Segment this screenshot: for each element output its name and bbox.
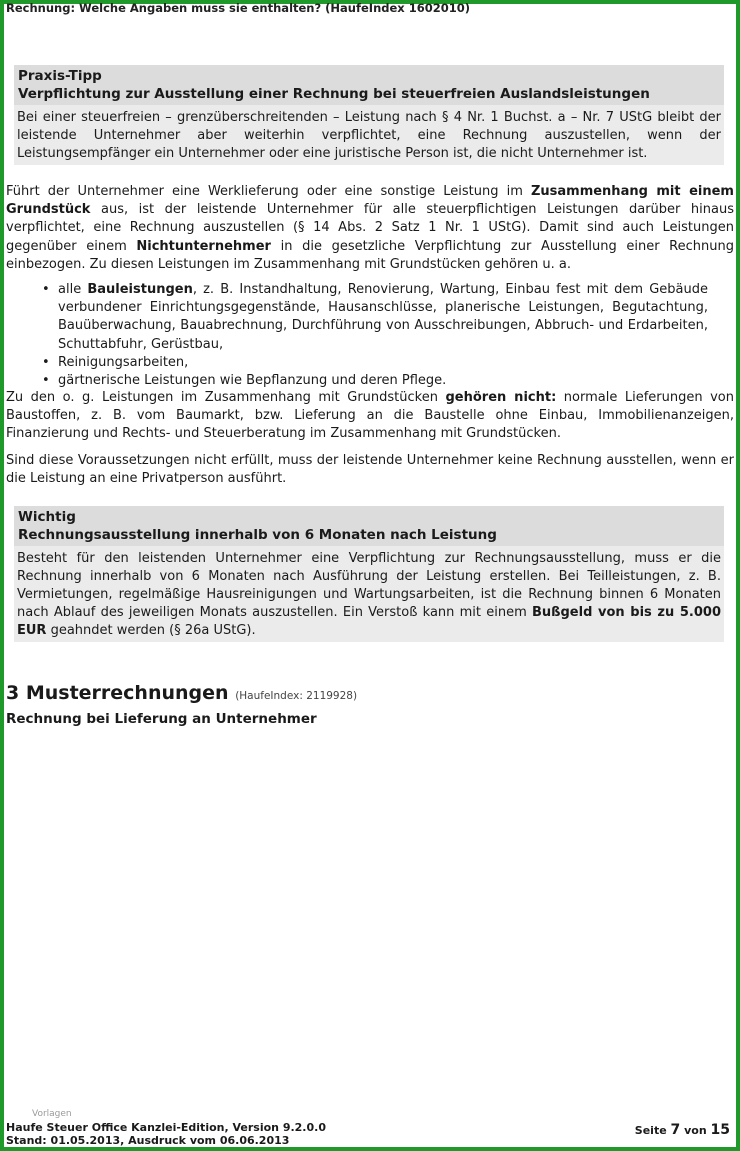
leistungen-list <box>40 281 708 390</box>
section-title: 3 Musterrechnungen <box>6 682 229 704</box>
praxis-tipp-head <box>14 65 724 105</box>
wichtig-text-1: Besteht für den leistenden Unternehmer eine Verpflichtung zur Rechnungsausstellung, muss er die Rechnung innerhalb von 6 Monaten nach Ausführung der Leistung erstellen. Bei Teilleistungen, z. B. Vermietungen, regelmäßige Hausreinigungen und Wartungsarbeiten, ist die Rechnung binnen 6 Monaten nach Ablauf des jeweiligen Monats auszustellen. Ein Verstoß kann mit einem <box>17 551 721 620</box>
para1-text-1: Führt der Unternehmer eine Werklieferung oder eine sonstige Leistung im <box>6 184 531 199</box>
page-total: 15 <box>710 1122 730 1138</box>
running-header: Rechnung: Welche Angaben muss sie enthalten? (HaufeIndex 1602010) <box>6 1 470 15</box>
section-subtitle: Rechnung bei Lieferung an Unternehmer <box>6 711 317 727</box>
praxis-tipp-box <box>14 65 724 165</box>
wichtig-text-2: geahndet werden (§ 26a UStG). <box>46 623 256 638</box>
section-ref: (HaufeIndex: 2119928) <box>235 690 358 702</box>
wichtig-text <box>14 546 724 642</box>
para1-text-2: aus, ist der leistende Unternehmer für alle steuerpflichtigen Leistungen darüber hinaus verpflichtet, eine Rechnung auszustellen (§ 14 Abs. 2 Satz 1 Nr. 1 UStG). Damit sind auch Leistungen gegenüber einem <box>6 202 734 254</box>
para2-text-2: normale Lieferungen von Baustoffen, z. B. vom Baumarkt, bzw. Lieferung an die Baustelle ohne Einbau, Immobilienanzeigen, Finanzierung und Rechts- und Steuerberatung im Zusammenhang mit Grundstücken. <box>6 390 735 442</box>
para1-bold-2: Nichtunternehmer <box>136 238 271 254</box>
bullet-2-text: Reinigungsarbeiten, <box>58 354 189 370</box>
para1-text-3: in die gesetzliche Verpflichtung zur Ausstellung einer Rechnung einbezogen. Zu diesen Leistungen im Zusammenhang mit Grundstücken gehören u. a. <box>6 238 734 272</box>
wichtig-bold: Bußgeld von bis zu 5.000 EUR <box>17 605 721 638</box>
list-item <box>40 281 708 354</box>
bullet-1-pre: alle <box>58 282 88 297</box>
para2-text-1: Zu den o. g. Leistungen im Zusammenhang mit Grundstücken <box>6 390 446 405</box>
page-current: 7 <box>670 1122 681 1138</box>
bullet-1-bold: Bauleistungen <box>87 282 193 297</box>
list-item <box>40 354 708 372</box>
bullet-icon: • <box>42 354 50 370</box>
wichtig-head <box>14 506 724 546</box>
paragraph-grundstueck <box>6 183 734 274</box>
paragraph-privatperson: Sind diese Voraussetzungen nicht erfüllt, muss der leistende Unternehmer keine Rechnung ausstellen, wenn er die Leistung an eine Privatperson ausführt. <box>6 453 734 487</box>
paragraph-gehoeren-nicht <box>6 389 734 444</box>
bullet-3-text: gärtnerische Leistungen wie Bepflanzung und deren Pflege. <box>58 373 447 389</box>
list-item <box>40 372 708 390</box>
footer-line-1: Haufe Steuer Office Kanzlei-Edition, Version 9.2.0.0 <box>6 1121 326 1134</box>
wichtig-label: Wichtig <box>18 509 76 525</box>
bullet-icon: • <box>42 373 50 389</box>
wichtig-title: Rechnungsausstellung innerhalb von 6 Monaten nach Leistung <box>18 527 497 543</box>
praxis-tipp-text: Bei einer steuerfreien – grenzüberschreitenden – Leistung nach § 4 Nr. 1 Buchst. a – Nr. 7 UStG bleibt der leistende Unternehmer aber weiterhin verpflichtet, eine Rechnung auszustellen, wenn der Leistungsempfänger ein Unternehmer oder eine juristische Person ist, die nicht Unternehmer ist. <box>17 110 721 161</box>
footer-info <box>6 1121 326 1147</box>
para2-bold-1: gehören nicht: <box>445 390 557 405</box>
wichtig-box <box>14 506 724 642</box>
watermark: Vorlagen <box>32 1109 72 1119</box>
page-number <box>635 1122 730 1138</box>
page-seite-label: Seite <box>634 1124 667 1137</box>
praxis-tipp-label: Praxis-Tipp <box>18 68 102 84</box>
page-von-label: von <box>684 1124 707 1137</box>
para1-bold-1: Zusammenhang mit einem Grundstück <box>6 184 734 218</box>
bullet-1-post: , z. B. Instandhaltung, Renovierung, Wartung, Einbau fest mit dem Gebäude verbundener Einrichtungsgegenstände, Hausanschlüsse, planerische Leistungen, Begutachtung, Bauüberwachung, Bauabrechnung, Durchführung von Ausschreibungen, Abbruch- und Erdarbeiten, Schuttabfuhr, Gerüstbau, <box>58 282 708 352</box>
footer-line-2: Stand: 01.05.2013, Ausdruck vom 06.06.2013 <box>6 1134 290 1147</box>
praxis-tipp-title: Verpflichtung zur Ausstellung einer Rechnung bei steuerfreien Auslandsleistungen <box>18 86 650 102</box>
section-heading <box>6 682 357 704</box>
bullet-icon: • <box>42 282 50 297</box>
